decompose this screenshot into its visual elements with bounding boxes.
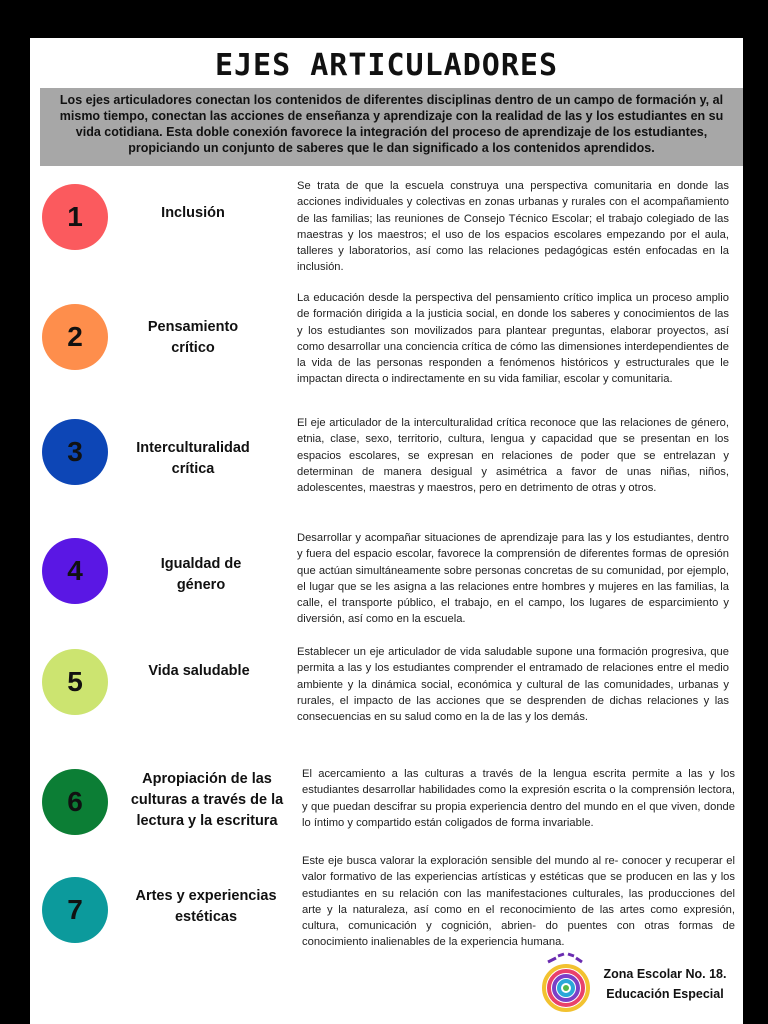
number-circle-7: 7 (42, 877, 108, 943)
axis-description-4: Desarrollar y acompañar situaciones de aprendizaje para las y los estudiantes, dentro y fuera del espacio escolar, favorece la comprensión de diferentes formas de opresión que actúan simultáneamente sobre personas concretas de su comunidad, por ejemplo, el lugar que se les asigna a las relaciones entre hombres y mujeres en las familias, la calle, el transporte público, el trabajo, en el campo, los lugares de esparcimiento y diversión, así como en la escuela. (297, 532, 729, 626)
number-circle-1: 1 (42, 184, 108, 250)
footer-line-1: Zona Escolar No. 18. (603, 967, 727, 981)
axis-description-3: El eje articulador de la interculturalidad crítica reconoce que las relaciones de género, etnia, clase, sexo, territorio, cultura, lengua y capacidad que se presentan en los espacios escolares, se expresan en relaciones de poder que se entrelazan y determinan de manera desigual y asimétrica a favor de unas niñas, niños, adolescentes, maestras y maestros, pero en detrimento de otras y otros. (297, 417, 729, 495)
number-circle-3: 3 (42, 419, 108, 485)
axis-description-5: Establecer un eje articulador de vida saludable supone una formación progresiva, que permita a las y los estudiantes comprender el entramado de relaciones entre el medio ambiente y la dinámica social, económica y cultural de las comunidades, urbanas y rurales, el impacto de las acciones que se desprenden de dichas relaciones y las consecuencias en su salud como en la de las y los demás. (297, 646, 729, 724)
axis-description-6: El acercamiento a las culturas a través de la lengua escrita permite a las y los estudiantes desarrollar habilidades como la expresión escrita o la comprensión lectora, y que puedan descifrar su propia experiencia dentro del mundo en el que viven, donde lo íntimo y compartido están coligados de forma invariable. (302, 768, 735, 829)
poster-sheet (30, 38, 743, 1024)
axis-name-6: Apropiación de las culturas a través de la lectura y la escritura (130, 771, 284, 829)
axis-description-7: Este eje busca valorar la exploración sensible del mundo al re- conocer y recuperar el valor formativo de las experiencias artísticas y estéticas que se producen en las y los estudiantes en su relación con las manifestaciones culturales, las producciones del arte y la naturaleza, así como en el reconocimiento de las artes como expresión, cultura, comunicación y cognición, abrien- do puentes con otras formas de conocimiento inalienables de la experiencia humana. (302, 855, 735, 949)
axis-name-3: Interculturalidad crítica (136, 440, 250, 477)
number-circle-2: 2 (42, 304, 108, 370)
zona-18-logo-icon (536, 948, 596, 1014)
number-circle-4: 4 (42, 538, 108, 604)
axis-name-7: Artes y experiencias estéticas (135, 888, 277, 925)
axis-name-1: Inclusión (161, 205, 225, 221)
page-title: EJES ARTICULADORES (214, 48, 559, 83)
number-circle-6: 6 (42, 769, 108, 835)
intro-banner: Los ejes articuladores conectan los contenidos de diferentes disciplinas dentro de un campo de formación y, al mismo tiempo, conectan las acciones de enseñanza y aprendizaje con la realidad de las y los estudiantes en su vida cotidiana. Esta doble conexión favorece la integración del proceso de aprendizaje de los estudiantes, propiciando un conjunto de saberes que le dan significado a los contenidos aprendidos. (40, 88, 743, 166)
axis-description-2: La educación desde la perspectiva del pensamiento crítico implica un proceso amplio de formación dirigida a la justicia social, en donde los saberes y conocimientos de las y los estudiantes son movilizados para plantear preguntas, elaborar proyectos, así como desarrollar una conciencia crítica de cómo las dimensiones interdependientes de la vida de las personas responden a fenómenos históricos y estructurales que le impactan directa o indirectamente en su vida familiar, escolar y comunitaria. (297, 292, 729, 386)
footer-line-2: Educación Especial (606, 987, 724, 1001)
number-circle-5: 5 (42, 649, 108, 715)
axis-name-5: Vida saludable (148, 663, 250, 679)
axis-name-2: Pensamiento crítico (147, 319, 239, 356)
axis-name-4: Igualdad de género (160, 556, 242, 593)
axis-description-1: Se trata de que la escuela construya una perspectiva comunitaria en donde las acciones individuales y colectivas en zonas urbanas y rurales con el acompañamiento de las familias; las reuniones de Consejo Técnico Escolar; el trabajo colegiado de las maestras y los maestros; el uso de los espacios escolares empezando por el aula, talleres y laboratorios, así como las relaciones pedagógicas estén enfocadas en la inclusión. (297, 180, 729, 274)
footer-credit (590, 964, 740, 1004)
